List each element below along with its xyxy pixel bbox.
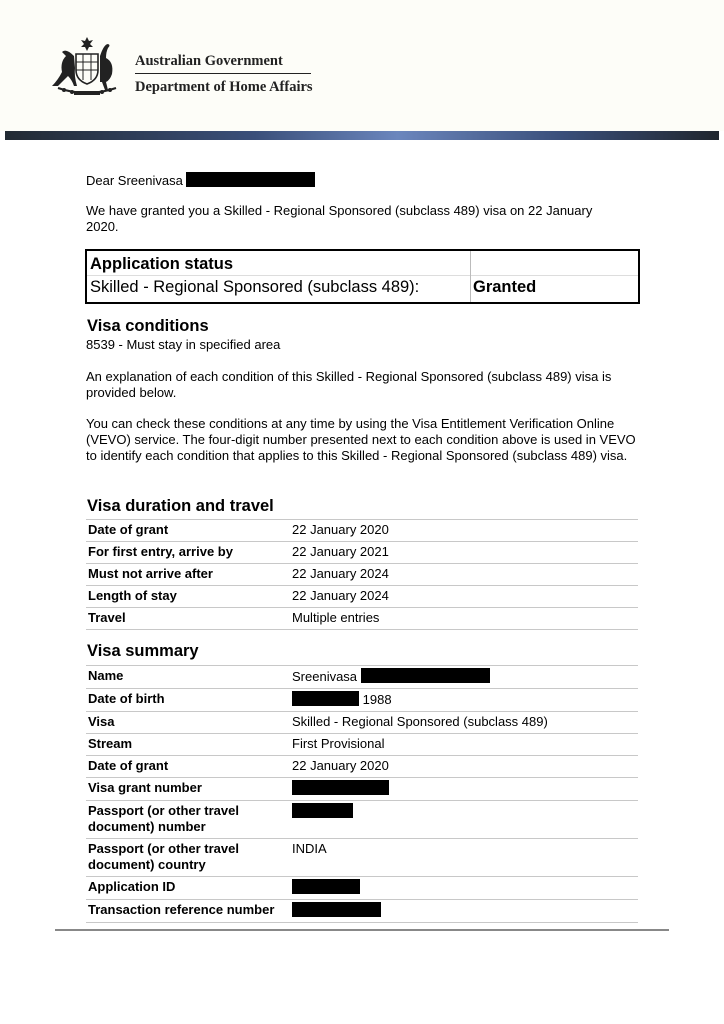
table-row xyxy=(86,586,638,608)
table-row xyxy=(86,608,638,630)
status-column-divider xyxy=(470,251,471,302)
status-row-divider xyxy=(87,275,638,276)
table-row xyxy=(86,564,638,586)
table-row xyxy=(86,839,638,877)
greeting xyxy=(86,172,638,189)
row-label: Date of grant xyxy=(86,520,290,542)
table-row xyxy=(86,756,638,778)
duration-table xyxy=(86,519,638,630)
greeting-text: Dear Sreenivasa xyxy=(86,173,183,188)
coat-of-arms-icon xyxy=(44,36,130,96)
agency-name xyxy=(135,52,313,96)
table-row xyxy=(86,778,638,801)
government-name: Australian Government xyxy=(135,53,283,69)
redacted-surname xyxy=(361,668,490,683)
table-row xyxy=(86,877,638,900)
row-label: Travel xyxy=(86,608,290,630)
redacted-application-id xyxy=(292,879,360,894)
redacted-surname xyxy=(186,172,315,187)
row-value xyxy=(290,666,638,689)
name-value: Sreenivasa xyxy=(292,669,358,684)
letterhead xyxy=(0,0,724,131)
redacted-transaction-ref xyxy=(292,902,381,917)
row-label: Visa xyxy=(86,712,290,734)
agency-divider xyxy=(135,73,311,74)
row-label: Must not arrive after xyxy=(86,564,290,586)
table-row xyxy=(86,801,638,839)
header-band xyxy=(5,131,719,140)
table-row xyxy=(86,734,638,756)
row-value: INDIA xyxy=(290,839,638,877)
conditions-explanation: An explanation of each condition of this Skilled - Regional Sponsored (subclass 489) visa is provided below. xyxy=(86,369,612,400)
row-value xyxy=(290,778,638,801)
row-value: 22 January 2024 xyxy=(290,564,638,586)
application-status-title: Application status xyxy=(90,255,234,273)
table-row xyxy=(86,520,638,542)
table-row xyxy=(86,666,638,689)
table-row xyxy=(86,900,638,923)
department-name: Department of Home Affairs xyxy=(135,79,313,95)
row-label: Passport (or other travel document) country xyxy=(86,839,290,877)
row-value: 22 January 2020 xyxy=(290,520,638,542)
row-value: 22 January 2020 xyxy=(290,756,638,778)
table-row xyxy=(86,542,638,564)
application-status-label: Skilled - Regional Sponsored (subclass 489): xyxy=(90,278,420,296)
row-label: Date of grant xyxy=(86,756,290,778)
row-label: For first entry, arrive by xyxy=(86,542,290,564)
row-label: Length of stay xyxy=(86,586,290,608)
row-value: 22 January 2024 xyxy=(290,586,638,608)
row-label: Transaction reference number xyxy=(86,900,290,923)
summary-heading: Visa summary xyxy=(87,642,199,660)
grant-sentence: We have granted you a Skilled - Regional Sponsored (subclass 489) visa on 22 January 2020. xyxy=(86,203,593,234)
row-label: Name xyxy=(86,666,290,689)
row-value xyxy=(290,689,638,712)
redacted-birth-date xyxy=(292,691,359,706)
row-label: Passport (or other travel document) number xyxy=(86,801,290,839)
row-label: Date of birth xyxy=(86,689,290,712)
row-value xyxy=(290,801,638,839)
visa-conditions-heading: Visa conditions xyxy=(87,317,209,335)
row-value xyxy=(290,900,638,923)
row-value: Skilled - Regional Sponsored (subclass 489) xyxy=(290,712,638,734)
duration-heading: Visa duration and travel xyxy=(87,497,274,515)
application-status-value: Granted xyxy=(473,278,537,296)
redacted-passport-number xyxy=(292,803,353,818)
row-value xyxy=(290,877,638,900)
table-row xyxy=(86,712,638,734)
footer-divider xyxy=(55,929,669,931)
application-status-box xyxy=(85,249,640,304)
row-label: Application ID xyxy=(86,877,290,900)
row-value: Multiple entries xyxy=(290,608,638,630)
row-value: 22 January 2021 xyxy=(290,542,638,564)
row-label: Visa grant number xyxy=(86,778,290,801)
birth-year-value: 1988 xyxy=(362,692,392,707)
redacted-grant-number xyxy=(292,780,389,795)
summary-table xyxy=(86,665,638,923)
visa-condition-item: 8539 - Must stay in specified area xyxy=(86,337,281,352)
row-label: Stream xyxy=(86,734,290,756)
table-row xyxy=(86,689,638,712)
row-value: First Provisional xyxy=(290,734,638,756)
vevo-text: You can check these conditions at any time by using the Visa Entitlement Verification Online (VEVO) service. The four-digit number presented next to each condition above is used in VEVO to identify each condition that applies to this Skilled - Regional Sponsored (subclass 489) visa. xyxy=(86,416,636,463)
